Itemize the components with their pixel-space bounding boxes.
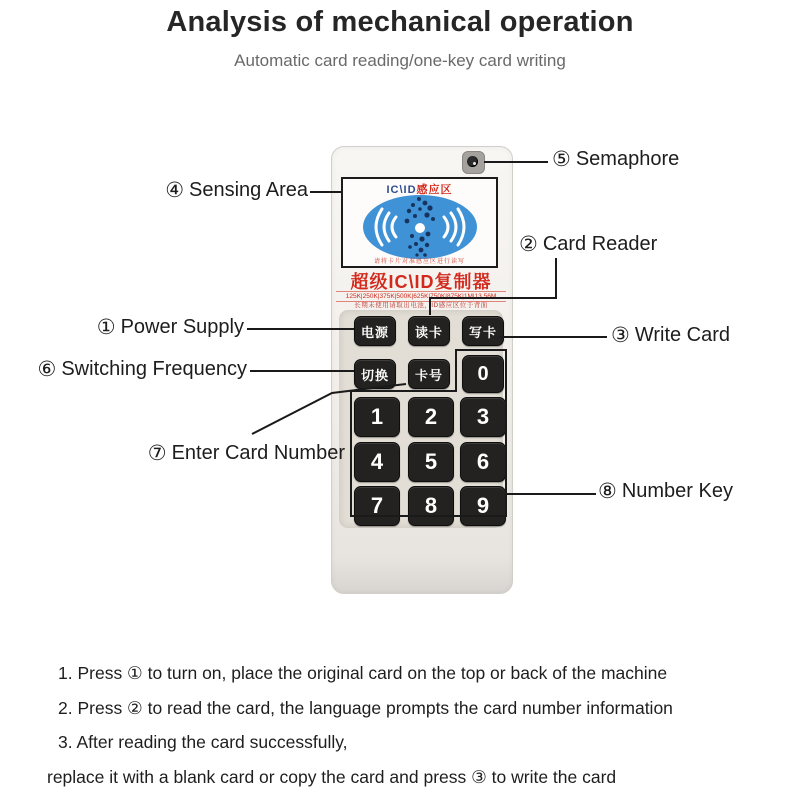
instruction-step-3: 3. After reading the card successfully, <box>58 732 348 752</box>
key-digit-4: 4 <box>354 442 400 482</box>
callout-sensing-area-label: Sensing Area <box>189 179 308 201</box>
callout-card-reader <box>519 232 657 257</box>
circled-5: ⑤ <box>552 148 571 171</box>
callout-semaphore-label: Semaphore <box>575 148 680 170</box>
page-subtitle: Automatic card reading/one-key card writing <box>234 51 566 70</box>
callout-number-key <box>598 479 733 504</box>
key-digit-9: 9 <box>460 486 506 526</box>
circled-8: ⑧ <box>598 480 617 503</box>
callout-enter-card-number <box>148 441 345 466</box>
callout-number-key-label: Number Key <box>621 480 733 502</box>
key-digit-1: 1 <box>354 397 400 437</box>
callout-sensing-area <box>165 178 308 203</box>
callout-semaphore <box>552 147 679 172</box>
circled-2: ② <box>519 233 538 256</box>
page-title: Analysis of mechanical operation <box>166 6 634 38</box>
frequency-list: 125K|250K|375K|500K|625K|750K|875K|1M|13.56M <box>336 291 506 302</box>
semaphore-led-icon <box>462 151 485 174</box>
panel-title-cn: 感应区 <box>416 184 453 196</box>
key-digit-5: 5 <box>408 442 454 482</box>
key-digit-6: 6 <box>460 442 506 482</box>
battery-note: 长期未使用请取出电池，ID感应区位于背面 <box>354 302 488 309</box>
key-read-card: 读卡 <box>408 316 450 346</box>
callout-switching-frequency-label: Switching Frequency <box>61 358 247 380</box>
key-digit-3: 3 <box>460 397 506 437</box>
rfid-wave-icon <box>360 194 480 260</box>
circled-1: ① <box>96 316 116 339</box>
brand-title: 超级IC\ID复制器 <box>350 272 492 292</box>
instructions <box>47 656 777 794</box>
instruction-step-2: 2. Press ② to read the card, the language prompts the card number information <box>58 697 673 718</box>
key-digit-2: 2 <box>408 397 454 437</box>
instruction-step-1: 1. Press ① to turn on, place the original card on the top or back of the machine <box>58 663 668 683</box>
key-digit-0: 0 <box>462 355 504 393</box>
led-dot <box>467 156 478 167</box>
callout-power-supply-label: Power Supply <box>120 316 244 338</box>
panel-title-icid: IC\ID <box>386 184 417 196</box>
key-card-number: 卡号 <box>408 359 450 389</box>
callout-switching-frequency <box>38 357 247 382</box>
callout-power-supply <box>97 315 244 340</box>
key-power: 电源 <box>354 316 396 346</box>
key-digit-8: 8 <box>408 486 454 526</box>
callout-card-reader-label: Card Reader <box>542 233 658 255</box>
panel-tiny-note: 请将卡片对准感应区进行读写 <box>373 259 465 265</box>
circled-6: ⑥ <box>37 358 57 381</box>
callout-write-card-label: Write Card <box>634 324 731 346</box>
sensing-area-panel <box>341 177 498 268</box>
callout-enter-card-number-label: Enter Card Number <box>171 442 345 464</box>
circled-4: ④ <box>165 179 185 202</box>
circled-3: ③ <box>611 324 630 347</box>
instruction-step-3-continued: replace it with a blank card or copy the card and press ③ to write the card <box>47 766 617 787</box>
circled-7: ⑦ <box>147 442 167 465</box>
key-digit-7: 7 <box>354 486 400 526</box>
key-write-card: 写卡 <box>462 316 504 346</box>
callout-write-card <box>611 323 730 348</box>
key-switch: 切换 <box>354 359 396 389</box>
